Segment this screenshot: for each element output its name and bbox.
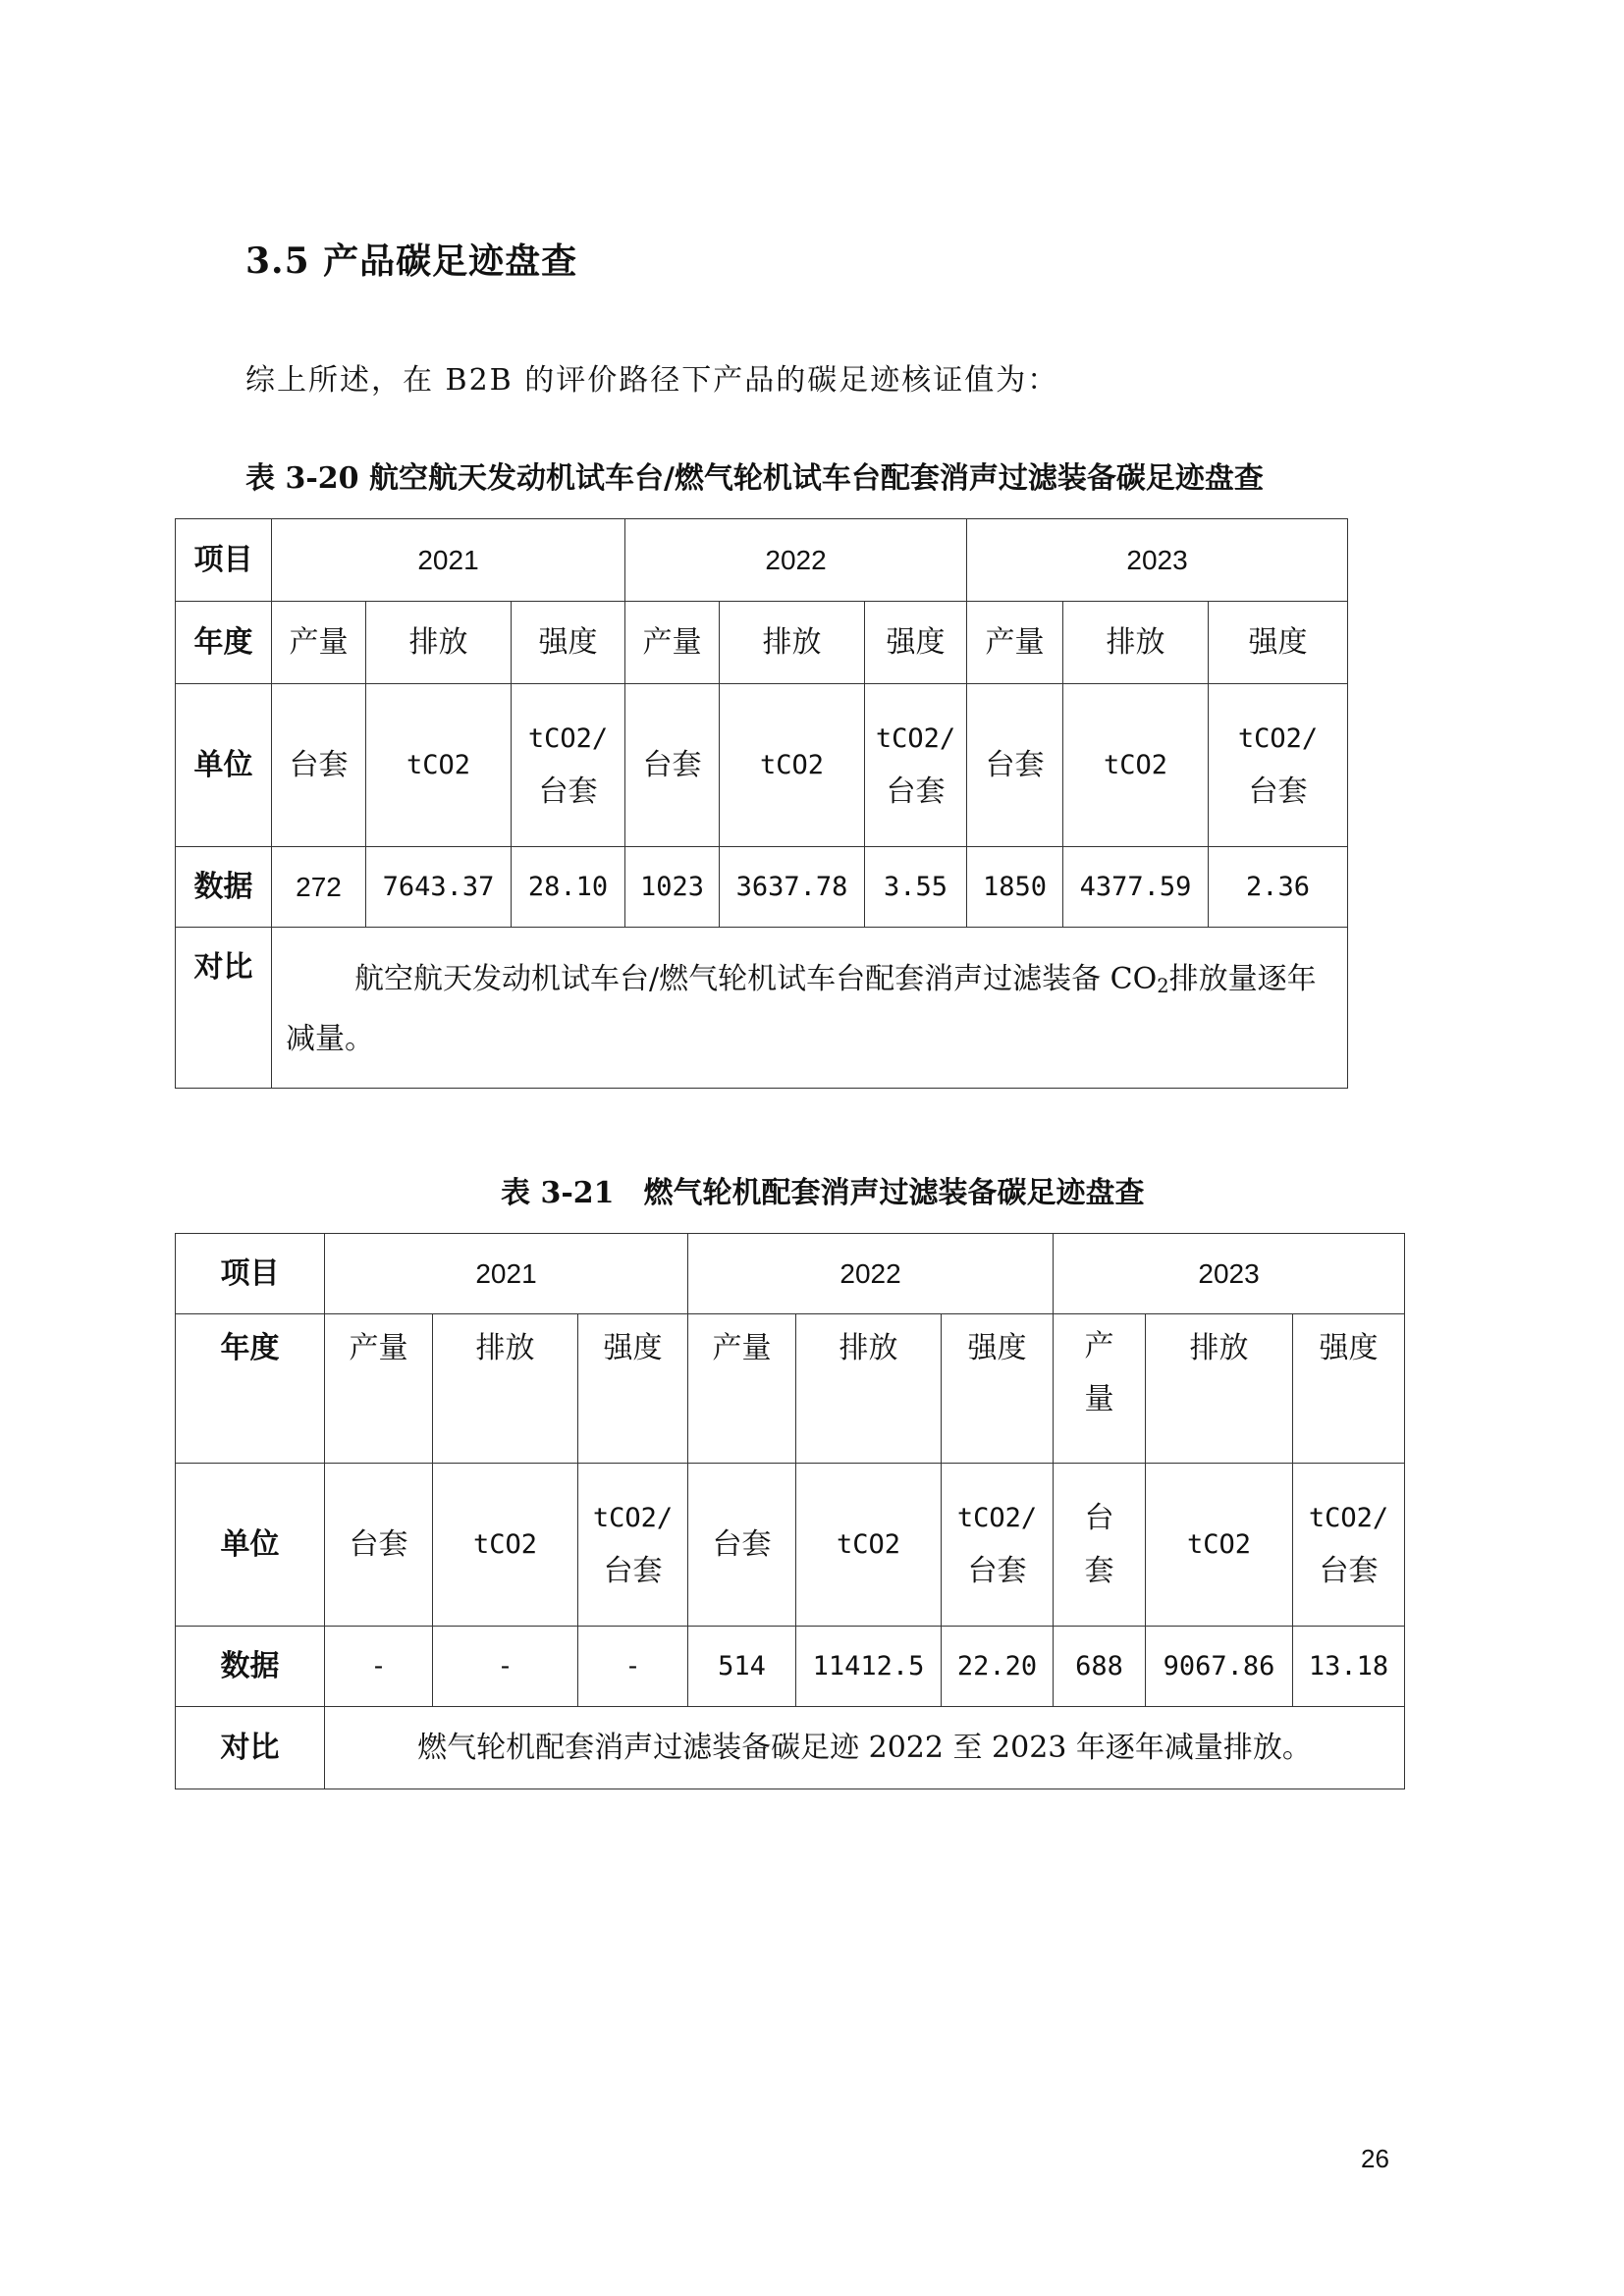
compare-text-sub: 2 [1157, 974, 1169, 997]
data-cell: 28.10 [512, 847, 625, 928]
unit-bottom: 台套 [1248, 774, 1308, 809]
row-label-data: 数据 [176, 1627, 325, 1707]
table2-caption: 表 3-21 燃气轮机配套消声过滤装备碳足迹盘查 [501, 1176, 1145, 1210]
metric-line: 产 [1084, 1329, 1114, 1363]
metric-header: 强度 [512, 602, 625, 684]
data-cell: 11412.5 [796, 1627, 942, 1707]
metric-header [1054, 1314, 1146, 1464]
row-label-unit: 单位 [176, 1464, 325, 1627]
metric-header: 产量 [967, 602, 1063, 684]
unit-cell: 台套 [325, 1464, 433, 1627]
metric-header: 产量 [625, 602, 720, 684]
unit-top: tCO2/ [592, 1502, 674, 1533]
intro-paragraph: 综上所述，在 B2B 的评价路径下产品的碳足迹核证值为： [245, 363, 1059, 398]
unit-bottom: 台套 [538, 774, 598, 809]
unit-top: tCO2/ [527, 722, 609, 754]
row-label-year: 年度 [176, 602, 272, 684]
data-cell: 9067.86 [1146, 1627, 1293, 1707]
row-label-compare: 对比 [176, 1707, 325, 1789]
data-cell: 514 [688, 1627, 796, 1707]
unit-top: tCO2/ [956, 1502, 1038, 1533]
data-cell: 688 [1054, 1627, 1146, 1707]
metric-header: 强度 [942, 1314, 1054, 1464]
unit-cell [1209, 684, 1348, 847]
page-number: 26 [1361, 2144, 1389, 2173]
unit-bottom: 台套 [967, 1553, 1027, 1588]
unit-bottom: 台套 [1319, 1553, 1379, 1588]
metric-line: 量 [1084, 1382, 1114, 1416]
unit-cell: 台套 [688, 1464, 796, 1627]
metric-header: 强度 [578, 1314, 688, 1464]
metric-header: 强度 [1293, 1314, 1405, 1464]
unit-cell: 台套 [967, 684, 1063, 847]
year-header: 2021 [325, 1234, 688, 1314]
unit-cell: tCO2 [796, 1464, 942, 1627]
compare-text-post: 排放量逐年减量。 [286, 962, 1317, 1056]
year-header: 2023 [967, 519, 1348, 602]
data-cell: - [325, 1627, 433, 1707]
row-label-data: 数据 [176, 847, 272, 928]
unit-cell [512, 684, 625, 847]
unit-cell: tCO2 [1146, 1464, 1293, 1627]
metric-header: 排放 [366, 602, 512, 684]
compare-text: 燃气轮机配套消声过滤装备碳足迹 2022 至 2023 年逐年减量排放。 [325, 1707, 1405, 1789]
metric-header: 产量 [325, 1314, 433, 1464]
row-label-compare: 对比 [176, 928, 272, 1089]
unit-cell [1293, 1464, 1405, 1627]
metric-header: 强度 [1209, 602, 1348, 684]
data-cell: - [578, 1627, 688, 1707]
unit-cell: tCO2 [433, 1464, 578, 1627]
unit-cell: tCO2 [720, 684, 865, 847]
row-label-year: 年度 [176, 1314, 325, 1464]
metric-header: 强度 [865, 602, 967, 684]
unit-top: tCO2/ [875, 722, 956, 754]
unit-cell [578, 1464, 688, 1627]
data-cell: 4377.59 [1063, 847, 1209, 928]
section-heading: 3.5 产品碳足迹盘查 [245, 240, 578, 282]
unit-line: 台 [1084, 1500, 1114, 1535]
unit-bottom: 台套 [886, 774, 946, 809]
row-label-item: 项目 [176, 519, 272, 602]
row-label-item: 项目 [176, 1234, 325, 1314]
metric-header: 产量 [688, 1314, 796, 1464]
data-cell: 1023 [625, 847, 720, 928]
metric-header: 排放 [433, 1314, 578, 1464]
data-cell: 7643.37 [366, 847, 512, 928]
unit-cell [865, 684, 967, 847]
metric-header: 产量 [272, 602, 366, 684]
unit-cell: 台套 [625, 684, 720, 847]
metric-header: 排放 [796, 1314, 942, 1464]
year-header: 2022 [625, 519, 967, 602]
unit-cell [1054, 1464, 1146, 1627]
unit-top: tCO2/ [1308, 1502, 1389, 1533]
year-header: 2021 [272, 519, 625, 602]
metric-header: 排放 [1063, 602, 1209, 684]
metric-header: 排放 [1146, 1314, 1293, 1464]
data-cell: - [433, 1627, 578, 1707]
year-header: 2023 [1054, 1234, 1405, 1314]
data-cell: 22.20 [942, 1627, 1054, 1707]
unit-line: 套 [1084, 1553, 1114, 1588]
unit-cell: tCO2 [366, 684, 512, 847]
unit-bottom: 台套 [603, 1553, 663, 1588]
unit-cell: 台套 [272, 684, 366, 847]
metric-header: 排放 [720, 602, 865, 684]
data-cell: 3637.78 [720, 847, 865, 928]
year-header: 2022 [688, 1234, 1054, 1314]
table2 [175, 1233, 1405, 1789]
compare-text-pre: 航空航天发动机试车台/燃气轮机试车台配套消声过滤装备 CO [354, 962, 1158, 996]
data-cell: 13.18 [1293, 1627, 1405, 1707]
data-cell: 1850 [967, 847, 1063, 928]
data-cell: 272 [272, 847, 366, 928]
unit-cell: tCO2 [1063, 684, 1209, 847]
data-cell: 3.55 [865, 847, 967, 928]
data-cell: 2.36 [1209, 847, 1348, 928]
unit-top: tCO2/ [1237, 722, 1319, 754]
row-label-unit: 单位 [176, 684, 272, 847]
table1 [175, 518, 1348, 1089]
compare-text [272, 928, 1348, 1089]
table1-caption: 表 3-20 航空航天发动机试车台/燃气轮机试车台配套消声过滤装备碳足迹盘查 [245, 461, 1264, 496]
unit-cell [942, 1464, 1054, 1627]
